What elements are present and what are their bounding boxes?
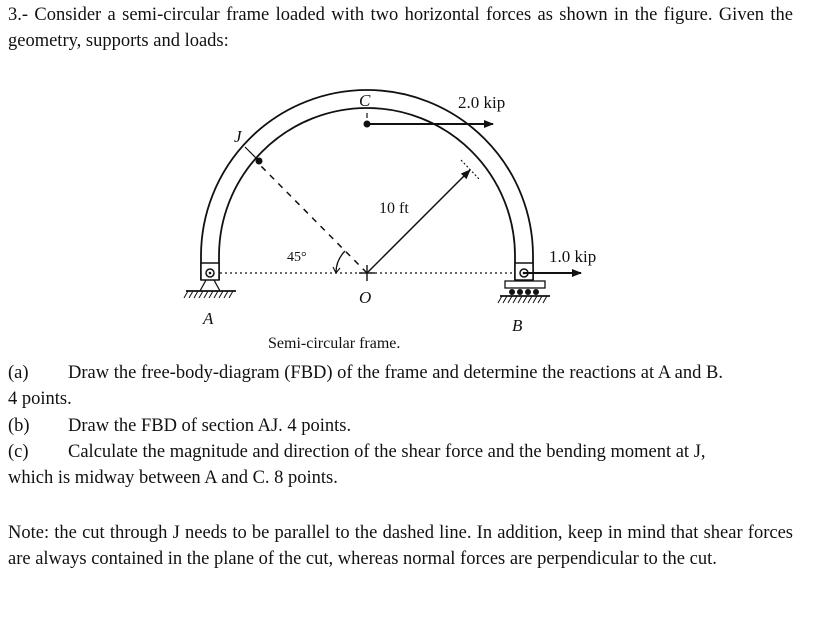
label-b: B [512, 316, 523, 335]
label-force-1kip: 1.0 kip [549, 247, 597, 266]
part-b [8, 413, 793, 439]
part-c-label: (c) [8, 442, 29, 462]
part-c-text: Calculate the magnitude and direction of the shear force and the bending moment at J, [68, 442, 706, 462]
frame-outer-outline [201, 90, 533, 280]
part-c [8, 439, 793, 491]
part-b-text: Draw the FBD of section AJ. 4 points. [68, 416, 352, 436]
part-c-continuation: which is midway between A and C. 8 points. [8, 468, 338, 488]
problem-intro: 3.- Consider a semi-circular frame loaded with two horizontal forces as shown in the figure. Given the geometry, supports and loads: [8, 5, 793, 51]
support-a-pin [184, 263, 236, 298]
part-a [8, 360, 793, 412]
label-c: C [359, 91, 371, 110]
label-j: J [234, 127, 242, 146]
label-a: A [203, 309, 214, 328]
part-b-label: (b) [8, 416, 30, 436]
label-radius: 10 ft [379, 200, 409, 217]
part-a-continuation: 4 points. [8, 389, 72, 409]
frame-inner-outline [219, 108, 515, 280]
cut-line-dashed [258, 163, 367, 273]
note-paragraph: Note: the cut through J needs to be parallel to the dashed line. In addition, keep in mind that shear forces are always contained in the plane of the cut, whereas normal forces are perpendicular to the cut. [8, 523, 793, 569]
label-force-2kip: 2.0 kip [458, 93, 506, 112]
label-o: O [359, 288, 372, 307]
support-b-roller [498, 263, 550, 303]
label-angle: 45° [287, 250, 307, 265]
part-a-label: (a) [8, 363, 29, 383]
radius-line [367, 170, 470, 273]
angle-arc [336, 251, 345, 273]
part-a-text: Draw the free-body-diagram (FBD) of the frame and determine the reactions at A and B. [68, 363, 723, 383]
figure-caption: Semi-circular frame. [268, 335, 401, 352]
